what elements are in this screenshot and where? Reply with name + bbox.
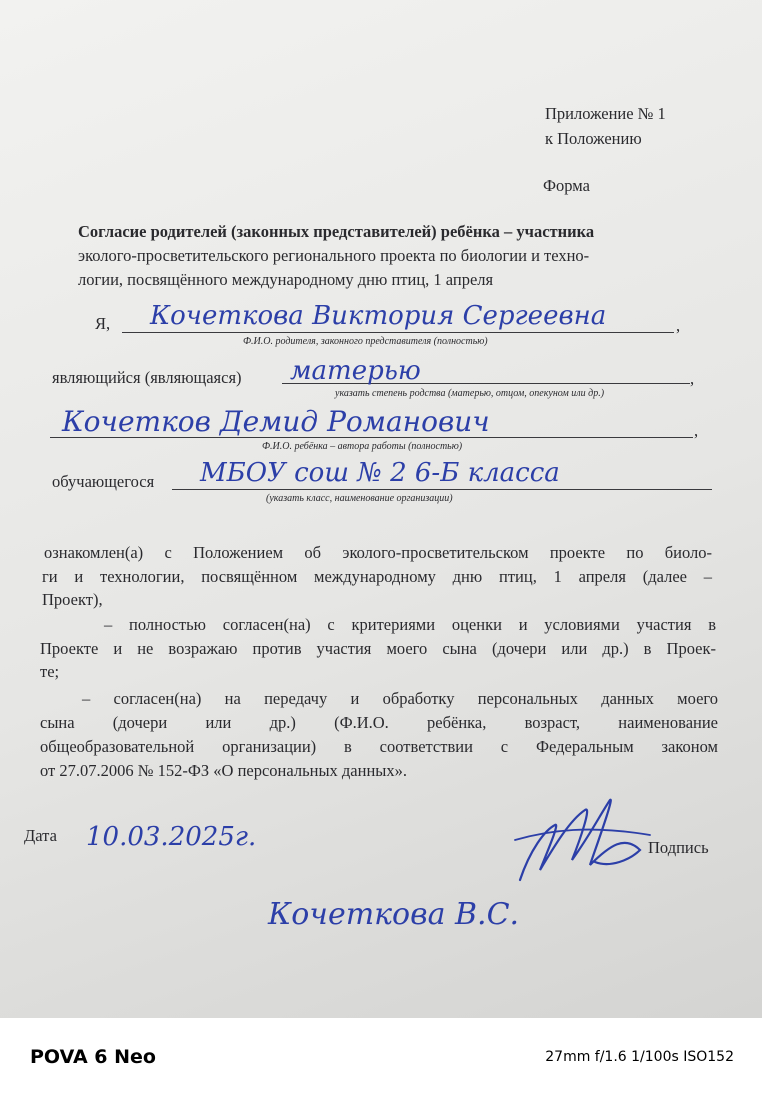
paragraph-1-line-3: Проект), — [42, 590, 103, 609]
camera-watermark-bar — [0, 1018, 762, 1096]
signature-scribble — [500, 790, 660, 890]
form-label: Форма — [543, 176, 590, 195]
parent-name-handwritten: Кочеткова Виктория Сергеевна — [150, 301, 607, 331]
paragraph-2-line-2: Проекте и не возражаю против участия моего сына (дочери или др.) в Проек- — [40, 639, 716, 658]
school-handwritten: МБОУ сош № 2 6-Б класса — [200, 458, 560, 488]
school-caption: (указать класс, наименование организации) — [266, 493, 453, 504]
paragraph-3-line-3: общеобразовательной организации) в соответствии с Федеральным законом — [40, 737, 718, 756]
comma-2: , — [690, 369, 695, 388]
paragraph-2-line-1: – полностью согласен(на) с критериями оценки и условиями участия в — [104, 615, 716, 634]
comma-3: , — [694, 421, 699, 440]
regulation-label: к Положению — [545, 129, 642, 148]
paragraph-1-line-1: ознакомлен(а) с Положением об эколого-просветительском проекте по биоло- — [44, 543, 712, 562]
child-name-caption: Ф.И.О. ребёнка – автора работы (полностью) — [262, 441, 463, 452]
paragraph-1-line-2: ги и технологии, посвящённом международному дню птиц, 1 апреля (далее – — [42, 567, 712, 586]
student-label: обучающегося — [52, 472, 155, 491]
comma-1: , — [676, 316, 681, 335]
camera-model: POVA 6 Neo — [30, 1046, 156, 1068]
signature-label: Подпись — [648, 838, 709, 857]
title-line-2: эколого-просветительского регионального проекта по биологии и техно- — [78, 246, 590, 265]
title-line-3: логии, посвящённого международному дню птиц, 1 апреля — [78, 270, 494, 289]
ya-label: Я, — [95, 314, 111, 333]
paragraph-2-line-3: те; — [40, 662, 60, 681]
date-label: Дата — [24, 826, 57, 845]
paragraph-3-line-1: – согласен(на) на передачу и обработку персональных данных моего — [82, 689, 718, 708]
parent-name-line — [122, 332, 674, 333]
paragraph-3-line-2: сына (дочери или др.) (Ф.И.О. ребёнка, возраст, наименование — [40, 713, 718, 732]
paragraph-3-line-4: от 27.07.2006 № 152-ФЗ «О персональных данных». — [40, 761, 407, 780]
child-name-handwritten: Кочетков Демид Романович — [62, 405, 490, 438]
relation-handwritten: матерью — [290, 356, 421, 386]
title-line-1: Согласие родителей (законных представителей) ребёнка – участника — [78, 222, 595, 241]
school-line — [172, 489, 712, 490]
parent-name-caption: Ф.И.О. родителя, законного представителя (полностью) — [243, 336, 488, 347]
signer-name-handwritten: Кочеткова В.С. — [268, 897, 520, 932]
relation-caption: указать степень родства (матерью, отцом, опекуном или др.) — [335, 388, 605, 399]
appendix-label: Приложение № 1 — [545, 104, 666, 123]
camera-exif: 27mm f/1.6 1/100s ISO152 — [545, 1049, 734, 1065]
date-handwritten: 10.03.2025г. — [86, 822, 257, 852]
relation-label: являющийся (являющаяся) — [52, 368, 242, 387]
